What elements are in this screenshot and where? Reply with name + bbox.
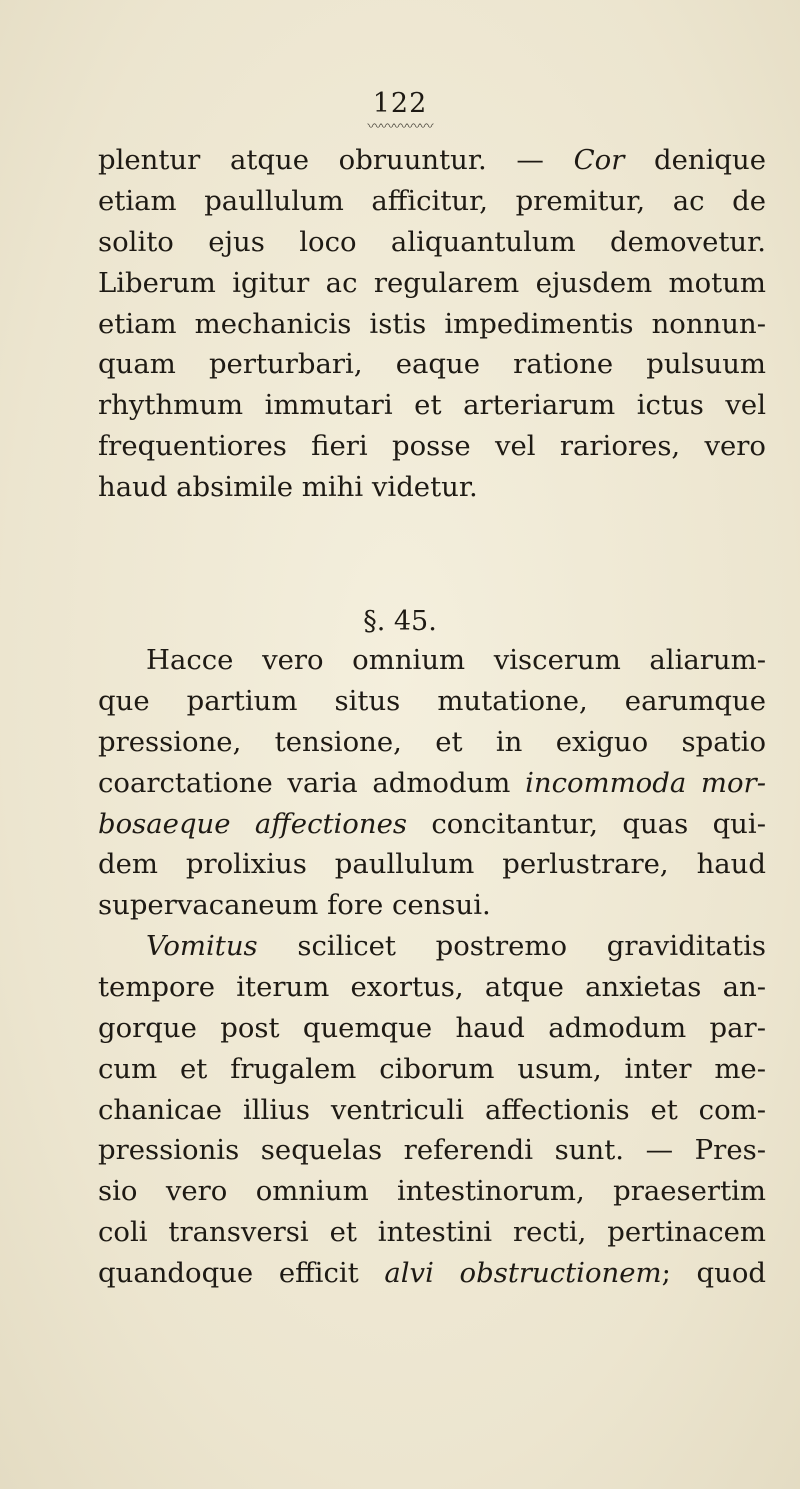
text-line: dem prolixius paullulum perlustrare, haud <box>98 848 766 881</box>
italic-term: incommoda mor- <box>525 766 766 799</box>
text-line: cum et frugalem ciborum usum, inter me- <box>98 1052 766 1085</box>
text-line: Liberum igitur ac regularem ejusdem motum <box>98 266 766 299</box>
header-ornament: 〰〰〰〰〰 <box>367 119 433 135</box>
text-line: quandoque efficit alvi obstructionem; quod <box>98 1257 766 1290</box>
paragraph-1 <box>98 140 766 508</box>
text-line: coarctatione varia admodum incommoda mor- <box>98 766 766 799</box>
text-line: etiam mechanicis istis impedimentis nonnun- <box>98 307 766 340</box>
text-line: rhythmum immutari et arteriarum ictus vel <box>98 389 766 422</box>
text-line: haud absimile mihi videtur. <box>98 471 478 504</box>
section-heading: §. 45. <box>363 606 437 637</box>
text-line: pressione, tensione, et in exiguo spatio <box>98 725 766 758</box>
text-line: bosaeque affectiones concitantur, quas qui- <box>98 807 766 840</box>
text-line: tempore iterum exortus, atque anxietas an- <box>98 970 766 1003</box>
page-number: 122 <box>372 88 428 119</box>
text-line: gorque post quemque haud admodum par- <box>98 1011 766 1044</box>
paragraph-3 <box>98 926 766 1294</box>
text-line: etiam paullulum afficitur, premitur, ac de <box>98 184 766 217</box>
italic-term: Vomitus <box>146 930 258 962</box>
text-line: supervacaneum fore censui. <box>98 889 491 922</box>
text-line: chanicae illius ventriculi affectionis et com- <box>98 1093 766 1126</box>
text-line: sio vero omnium intestinorum, praesertim <box>98 1175 766 1208</box>
text-line: coli transversi et intestini recti, pertinacem <box>98 1216 766 1249</box>
text-line: frequentiores fieri posse vel rariores, vero <box>98 430 766 463</box>
italic-term: bosaeque affectiones <box>98 807 407 840</box>
text-line: Hacce vero omnium viscerum aliarum- <box>146 644 766 676</box>
text-line: que partium situs mutatione, earumque <box>98 684 766 717</box>
italic-term: Cor <box>573 144 625 176</box>
text-line: plentur atque obruuntur. — Cor denique <box>98 144 766 176</box>
text-line: Vomitus scilicet postremo graviditatis <box>146 930 766 962</box>
text-line: pressionis sequelas referendi sunt. — Pres- <box>98 1134 766 1167</box>
paragraph-2 <box>98 640 766 926</box>
italic-term: alvi obstructionem <box>384 1257 662 1290</box>
text-line: quam perturbari, eaque ratione pulsuum <box>98 348 766 381</box>
text-line: solito ejus loco aliquantulum demovetur. <box>98 225 766 258</box>
